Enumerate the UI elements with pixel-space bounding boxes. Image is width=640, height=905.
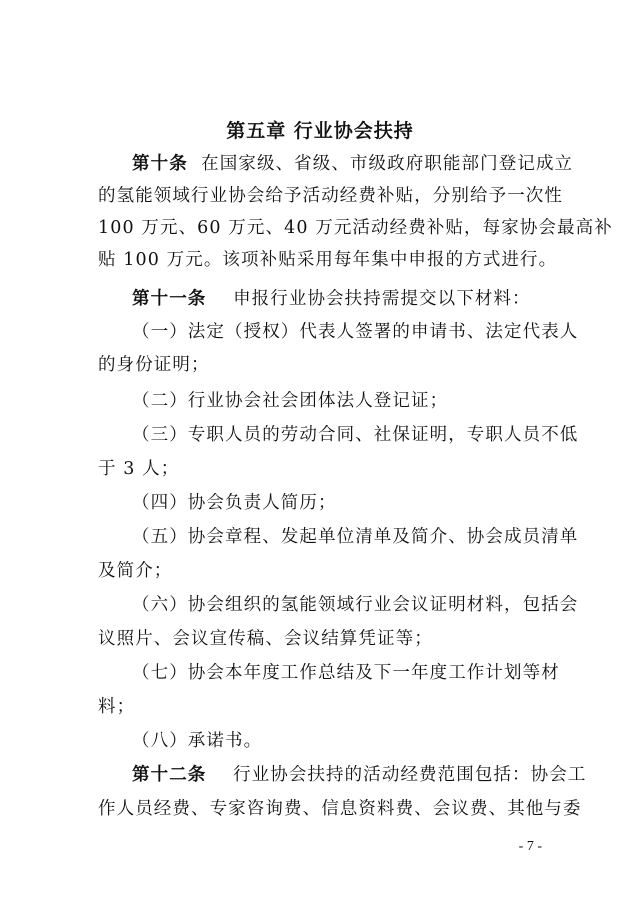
article-12-line-2: 作人员经费、专家咨询费、信息资料费、会议费、其他与委: [98, 799, 582, 819]
article-12-label: 第十二条: [132, 765, 207, 785]
page-number: - 7 -: [518, 839, 542, 854]
article-11-label: 第十一条: [132, 289, 207, 309]
article-11-item-4: （四）协会负责人简历；: [132, 493, 337, 513]
article-11-item-6a: （六）协会组织的氢能领域行业会议证明材料，包括会: [132, 595, 579, 615]
article-10-line-2: 的氢能领域行业协会给予活动经费补贴，分别给予一次性: [98, 186, 563, 206]
article-12-text-1: 行业协会扶持的活动经费范围包括：协会工: [233, 765, 587, 785]
article-11-item-6b: 议照片、会议宣传稿、会议结算凭证等；: [98, 629, 433, 649]
article-10-text-1: 在国家级、省级、市级政府职能部门登记成立: [201, 154, 574, 174]
article-11-item-3a: （三）专职人员的劳动合同、社保证明，专职人员不低: [132, 425, 579, 445]
article-11-item-3b: 于 3 人；: [98, 459, 180, 479]
article-10-line-1: [132, 150, 574, 175]
article-11-item-7b: 料；: [98, 697, 136, 717]
article-10-label: 第十条: [132, 154, 188, 174]
article-11-item-5a: （五）协会章程、发起单位清单及简介、协会成员清单: [132, 527, 579, 547]
article-12-line-1: [132, 761, 587, 786]
chapter-title: 第五章 行业协会扶持: [226, 120, 414, 142]
article-11-text-1: 申报行业协会扶持需提交以下材料：: [233, 289, 531, 309]
article-11-item-8: （八）承诺书。: [132, 731, 263, 751]
article-11-item-1b: 的身份证明；: [98, 355, 210, 375]
article-11-line-1: [132, 285, 558, 310]
article-11-item-2: （二）行业协会社会团体法人登记证；: [132, 391, 449, 411]
article-11-item-7a: （七）协会本年度工作总结及下一年度工作计划等材: [132, 663, 560, 683]
article-10-line-4: 贴 100 万元。该项补贴采用每年集中申报的方式进行。: [98, 250, 558, 270]
article-10-line-3: 100 万元、60 万元、40 万元活动经费补贴，每家协会最高补: [98, 218, 613, 238]
article-11-item-5b: 及简介；: [98, 561, 173, 581]
article-11-item-1a: （一）法定（授权）代表人签署的申请书、法定代表人: [132, 322, 579, 342]
